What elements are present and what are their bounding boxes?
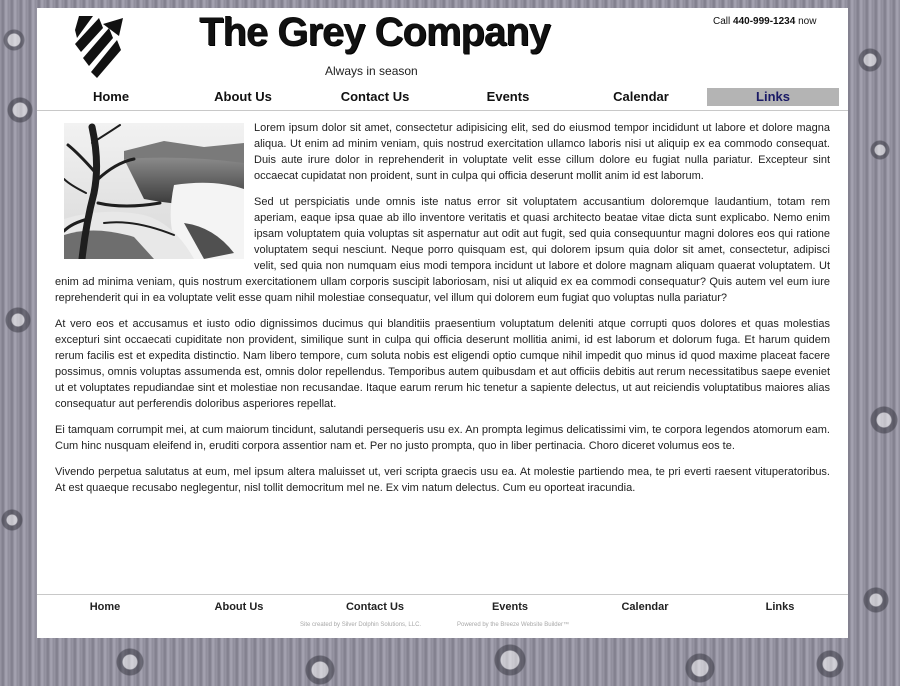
nav-item-contact-us[interactable]: Contact Us	[340, 89, 410, 104]
content-paragraph: Sed ut perspiciatis unde omnis iste natus error sit voluptatem accusantium doloremque laudantium, totam rem aperiam, eaque ipsa quae ab illo inventore veritatis et quasi architecto beatae vitae dicta sunt explicabo. Nemo enim ipsam voluptatem quia voluptas sit aspernatur aut odit aut fugit, sed quia consequuntur magni dolores eos qui ratione voluptatem sequi nesciunt. Neque porro quisquam est, qui dolorem ipsum quia dolor sit amet, consectetur, adipisci velit, sed quia non numquam eius modi tempora incidunt ut labore et dolore magnam aliquam quaerat voluptatem. Ut enim ad minima veniam, quis nostrum exercitationem ullam corporis suscipit laboriosam, nisi ut aliquid ex ea commodi consequatur? Quis autem vel eum iure reprehenderit qui in ea voluptate velit esse quam nihil molestiae consequatur, vel illum qui dolorem eum fugiat quo voluptas nulla pariatur?	[55, 196, 830, 304]
content-paragraph: Vivendo perpetua salutatus at eum, mel ipsum altera maluisset ut, veri scripta graecis usu ea. At molestie partiendo mea, te pri everti raesent vituperatoribus. At est quaeque recusabo neglegentur, nisl tollit democritum mel ne. Ex vim natum delectus. Cum eu oporteat iracundia.	[55, 466, 830, 494]
nav-item-about-us[interactable]: About Us	[214, 89, 272, 104]
nav-item-calendar[interactable]: Calendar	[613, 89, 669, 104]
footer-link-home[interactable]: Home	[89, 601, 121, 613]
phone-suffix: now	[795, 16, 817, 27]
page-container	[37, 8, 848, 638]
company-logo[interactable]	[73, 14, 125, 78]
phone-number[interactable]: 440-999-1234	[733, 16, 796, 27]
content-paragraph: Lorem ipsum dolor sit amet, consectetur adipisicing elit, sed do eiusmod tempor incididunt ut labore et dolore magna aliqua. Ut enim ad minim veniam, quis nostrud exercitation ullamco laboris nisi ut aliquip ex ea commodo consequat. Duis aute irure dolor in reprehenderit in voluptate velit esse cillum dolore eu fugiat nulla pariatur. Excepteur sint occaecat cupidatat non proident, sunt in culpa qui officia deserunt mollit anim id est laborum.	[254, 122, 830, 182]
nav-item-home[interactable]: Home	[92, 89, 130, 104]
footer-nav	[37, 594, 848, 619]
company-name: The Grey Company	[199, 10, 550, 54]
tagline: Always in season	[325, 64, 418, 78]
footer-link-calendar[interactable]: Calendar	[621, 601, 669, 613]
footer-link-links[interactable]: Links	[765, 601, 795, 613]
landscape-photo	[64, 123, 244, 259]
footer-link-about-us[interactable]: About Us	[214, 601, 264, 613]
phone-prefix: Call	[713, 16, 734, 27]
nav-item-links[interactable]: Links	[707, 88, 839, 106]
phone-info	[713, 16, 816, 27]
nav-item-events[interactable]: Events	[486, 89, 530, 104]
footer-link-contact-us[interactable]: Contact Us	[345, 601, 405, 613]
content-paragraph: Ei tamquam corrumpit mei, at cum maiorum tincidunt, salutandi persequeris usu ex. An prompta legimus delicatissimi vim, te corpora legendos atomorum eam. Cum hinc nusquam eleifend in, eruditi corpora assentior nam et. Per no justo prompta, quo in liber pertinacia. Choro diceret volumus eos te.	[55, 424, 830, 452]
content-paragraph: At vero eos et accusamus et iusto odio dignissimos ducimus qui blanditiis praesentium voluptatum deleniti atque corrupti quos dolores et quas molestias excepturi sint occaecati cupiditate non provident, similique sunt in culpa qui officia deserunt mollitia animi, id est laborum et dolorum fuga. Et harum quidem rerum facilis est et expedita distinctio. Nam libero tempore, cum soluta nobis est eligendi optio cumque nihil impedit quo minus id quod maxime placeat facere possimus, omnis voluptas assumenda est, omnis dolor repellendus. Temporibus autem quibusdam et aut officiis debitis aut rerum necessitatibus saepe eveniet ut et voluptates repudiandae sint et molestiae non recusandae. Itaque earum rerum hic tenetur a sapiente delectus, ut aut reiciendis voluptatibus maiores alias consequatur aut perferendis doloribus asperiores repellat.	[55, 318, 830, 410]
main-content	[55, 120, 830, 506]
footer-link-events[interactable]: Events	[491, 601, 529, 613]
main-nav	[37, 88, 848, 111]
credit-powered-by[interactable]: Powered by the Breeze Website Builder™	[457, 622, 569, 628]
credit-site-creator[interactable]: Site created by Silver Dolphin Solutions, LLC.	[300, 622, 422, 628]
